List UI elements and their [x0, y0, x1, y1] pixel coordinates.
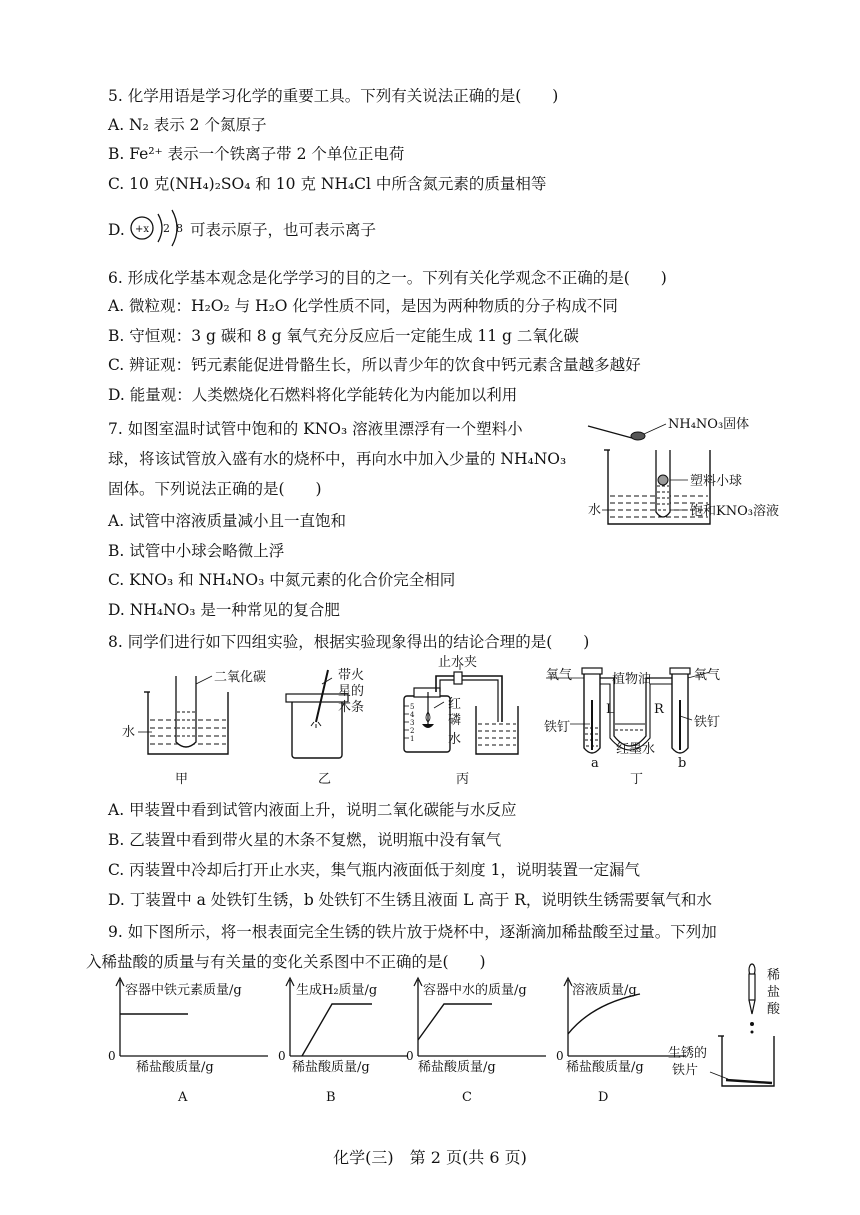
q9-graph-a-ylabel: 容器中铁元素质量/g	[125, 983, 242, 998]
atom-nucleus-label: +x	[134, 224, 150, 235]
q7-option-d: D. NH₄NO₃ 是一种常见的复合肥	[108, 601, 340, 619]
atom-shell2-electrons: 8	[176, 222, 183, 235]
q8-figure-bing	[398, 662, 523, 762]
page-footer: 化学(三) 第 2 页(共 6 页)	[333, 1148, 527, 1167]
q7-option-c: C. KNO₃ 和 NH₄NO₃ 中氮元素的化合价完全相同	[108, 571, 456, 589]
q8-ding-label-oil: 植物油	[612, 672, 652, 687]
bing-scale-4: 4	[410, 711, 415, 719]
q9-graph-d-ylabel: 溶液质量/g	[572, 983, 637, 998]
q8-option-d: D. 丁装置中 a 处铁钉生锈，b 处铁钉不生锈且液面 L 高于 R，说明铁生锈需要氧气和水	[108, 891, 712, 909]
q6-stem: 6. 形成化学基本观念是化学学习的目的之一。下列有关化学观念不正确的是( )	[108, 269, 667, 287]
q8-ding-label-b: b	[678, 756, 687, 771]
q8-jia-label-water: 水	[122, 725, 136, 740]
q8-caption-ding: 丁	[630, 772, 644, 787]
graph-c-origin: 0	[406, 1049, 414, 1063]
q8-caption-yi: 乙	[318, 772, 332, 787]
q9-graph-b-ylabel: 生成H₂质量/g	[296, 983, 378, 998]
q8-stem: 8. 同学们进行如下四组实验，根据实验现象得出的结论合理的是( )	[108, 633, 590, 651]
q8-caption-bing: 丙	[456, 772, 470, 787]
q8-ding-label-o2-left: 氧气	[546, 668, 573, 683]
q5-stem: 5. 化学用语是学习化学的重要工具。下列有关说法正确的是( )	[108, 87, 559, 105]
graph-b-origin: 0	[278, 1049, 286, 1063]
q8-bing-label-water: 水	[448, 732, 462, 747]
q9-stem-line2: 入稀盐酸的质量与有关量的变化关系图中不正确的是( )	[86, 953, 486, 971]
q8-caption-jia: 甲	[175, 772, 189, 787]
q7-label-water: 水	[588, 503, 602, 518]
q8-option-b: B. 乙装置中看到带火星的木条不复燃，说明瓶中没有氧气	[108, 831, 502, 849]
atom-structure-diagram	[128, 206, 190, 250]
q9-graph-b-xlabel: 稀盐酸质量/g	[292, 1060, 370, 1075]
q9-graph-a-tag: A	[178, 1090, 188, 1105]
q8-ding-label-o2-right: 氧气	[694, 668, 721, 683]
q8-jia-label-co2: 二氧化碳	[214, 670, 267, 685]
q9-graph-c-ylabel: 容器中水的质量/g	[423, 983, 527, 998]
q6-option-a: A. 微粒观：H₂O₂ 与 H₂O 化学性质不同，是因为两种物质的分子构成不同	[108, 297, 618, 315]
q8-bing-label-phosphorus-2: 磷	[448, 713, 462, 728]
q7-label-solid: NH₄NO₃固体	[668, 417, 750, 432]
graph-a-origin: 0	[108, 1049, 116, 1063]
q7-stem-line1: 7. 如图室温时试管中饱和的 KNO₃ 溶液里漂浮有一个塑料小	[108, 420, 523, 438]
q8-bing-label-phosphorus-1: 红	[448, 697, 462, 712]
q9-stem-line1: 9. 如下图所示，将一根表面完全生锈的铁片放于烧杯中，逐渐滴加稀盐酸至过量。下列加	[108, 923, 717, 941]
q8-option-a: A. 甲装置中看到试管内液面上升，说明二氧化碳能与水反应	[108, 801, 517, 819]
q5-option-a: A. N₂ 表示 2 个氮原子	[108, 116, 267, 134]
q8-ding-label-R: R	[654, 702, 664, 717]
q9-graph-c-xlabel: 稀盐酸质量/g	[418, 1060, 496, 1075]
q6-option-d: D. 能量观：人类燃烧化石燃料将化学能转化为内能加以利用	[108, 386, 518, 404]
q8-ding-label-L: L	[606, 702, 615, 717]
bing-scale-2: 2	[410, 727, 415, 735]
q7-label-ball: 塑料小球	[690, 474, 743, 489]
q9-label-acid-3: 酸	[767, 1002, 781, 1017]
q6-option-b: B. 守恒观：3 g 碳和 8 g 氧气充分反应后一定能生成 11 g 二氧化碳	[108, 327, 579, 345]
q8-ding-label-a: a	[591, 756, 599, 771]
q8-bing-label-clamp: 止水夹	[438, 655, 478, 670]
q7-stem-line3: 固体。下列说法正确的是( )	[108, 480, 322, 498]
q5-option-c: C. 10 克(NH₄)₂SO₄ 和 10 克 NH₄Cl 中所含氮元素的质量相等	[108, 175, 547, 193]
q7-label-solution: 饱和KNO₃溶液	[690, 504, 779, 519]
q6-option-c: C. 辨证观：钙元素能促进骨骼生长，所以青少年的饮食中钙元素含量越多越好	[108, 356, 641, 374]
q5-option-d-prefix: D.	[108, 221, 125, 239]
q5-option-d-text: 可表示原子，也可表示离子	[190, 221, 377, 239]
q5-option-d	[108, 220, 125, 240]
q9-graph-d-tag: D	[598, 1090, 609, 1105]
q9-graph-b-tag: B	[326, 1090, 336, 1105]
q9-label-acid-2: 盐	[767, 985, 781, 1000]
q9-label-acid-1: 稀	[767, 968, 781, 983]
q9-label-rust-2: 铁片	[672, 1063, 699, 1078]
atom-shell1-electrons: 2	[163, 222, 170, 235]
bing-scale-1: 1	[410, 735, 415, 743]
q8-yi-label-stick-2: 星的	[338, 684, 365, 699]
q9-graph-c-tag: C	[462, 1090, 472, 1105]
bing-scale-5: 5	[410, 703, 415, 711]
q9-label-rust-1: 生锈的	[668, 1046, 708, 1061]
q7-option-b: B. 试管中小球会略微上浮	[108, 542, 285, 560]
q8-ding-label-ink: 红墨水	[616, 742, 656, 757]
q7-stem-line2: 球，将该试管放入盛有水的烧杯中，再向水中加入少量的 NH₄NO₃	[108, 450, 567, 468]
q8-ding-label-nail-left: 铁钉	[544, 720, 571, 735]
q8-ding-label-nail-right: 铁钉	[694, 715, 721, 730]
q5-option-b: B. Fe²⁺ 表示一个铁离子带 2 个单位正电荷	[108, 145, 405, 163]
bing-scale-3: 3	[410, 719, 415, 727]
q9-graph-a-xlabel: 稀盐酸质量/g	[136, 1060, 214, 1075]
q8-option-c: C. 丙装置中冷却后打开止水夹，集气瓶内液面低于刻度 1，说明装置一定漏气	[108, 861, 640, 879]
q9-graph-d-xlabel: 稀盐酸质量/g	[566, 1060, 644, 1075]
q8-yi-label-stick-1: 带火	[338, 668, 365, 683]
q7-option-a: A. 试管中溶液质量减小且一直饱和	[108, 512, 347, 530]
q8-yi-label-stick-3: 木条	[338, 700, 365, 715]
graph-d-origin: 0	[556, 1049, 564, 1063]
